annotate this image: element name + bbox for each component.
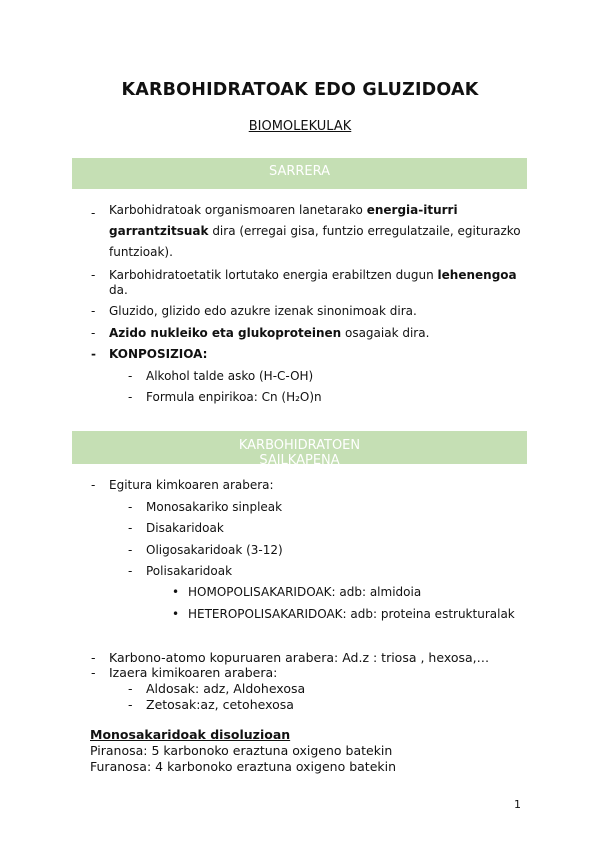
sub-list-item: Zetosak:az, cetohexosa: [146, 697, 294, 712]
bullet-dash: -: [91, 326, 96, 340]
sub-list-item: Disakaridoak: [146, 521, 224, 535]
list-item: Karbohidratoak organismoaren lanetarako energia-iturri garrantzitsuak dira (erregai gisa, funtzio erregulatzaile, egiturazko funtzioak).: [109, 203, 521, 259]
bullet-dash: -: [91, 304, 96, 318]
section-heading-sarrera: [72, 158, 527, 189]
list-item: KONPOSIZIOA:: [109, 347, 208, 361]
sub-list-item: Alkohol talde asko (H-C-OH): [146, 369, 314, 383]
bullet-dash: -: [91, 268, 96, 282]
bullet-dash: -: [128, 390, 133, 404]
sub-list-item: Formula enpirikoa: Cn (H₂O)n: [146, 390, 322, 404]
bullet-dash: -: [128, 369, 133, 383]
bullet-dash: -: [91, 650, 96, 665]
section-heading-text: SARRERA: [268, 164, 331, 179]
sub-list-item: Polisakaridoak: [146, 564, 233, 578]
bullet-dash: -: [91, 665, 96, 680]
sub-sub-list-item: HETEROPOLISAKARIDOAK: adb: proteina estrukturalak: [188, 607, 515, 621]
list-item: Izaera kimikoaren arabera:: [109, 665, 278, 680]
list-item: Karbono-atomo kopuruaren arabera: Ad.z : triosa , hexosa,…: [109, 650, 490, 665]
sub-list-item: Monosakariko sinpleak: [146, 500, 283, 514]
list-item: Karbohidratoetatik lortutako energia erabiltzen dugun lehenengoa da.: [109, 268, 517, 297]
bullet-dot: •: [172, 607, 180, 621]
sub-sub-list-item: HOMOPOLISAKARIDOAK: adb: almidoia: [188, 585, 422, 599]
bullet-dash: -: [91, 206, 96, 220]
sub-list-item: Aldosak: adz, Aldohexosa: [146, 681, 306, 696]
page-number: 1: [514, 798, 521, 811]
bullet-dash: -: [128, 521, 133, 535]
section-heading-sailkapena: [72, 431, 527, 464]
page-title: KARBOHIDRATOAK EDO GLUZIDOAK: [121, 80, 479, 100]
bullet-dash: -: [128, 681, 133, 696]
bullet-dash: -: [91, 478, 96, 492]
bullet-dash: -: [128, 543, 133, 557]
dissolution-line: Piranosa: 5 karbonoko eraztuna oxigeno batekin: [90, 743, 393, 758]
bullet-dash: -: [91, 347, 96, 361]
list-item: Egitura kimkoaren arabera:: [109, 478, 274, 492]
dissolution-line: Furanosa: 4 karbonoko eraztuna oxigeno batekin: [90, 759, 397, 774]
section-heading-line1: KARBOHIDRATOEN: [238, 438, 361, 453]
list-item: Gluzido, glizido edo azukre izenak sinonimoak dira.: [109, 304, 417, 318]
dissolution-heading: Monosakaridoak disoluzioan: [90, 727, 291, 742]
bullet-dash: -: [128, 564, 133, 578]
bullet-dot: •: [172, 585, 180, 599]
bullet-dash: -: [128, 697, 133, 712]
sub-list-item: Oligosakaridoak (3-12): [146, 543, 283, 557]
subtitle: BIOMOLEKULAK: [248, 119, 352, 134]
bullet-dash: -: [128, 500, 133, 514]
list-item: Azido nukleiko eta glukoproteinen osagaiak dira.: [109, 326, 430, 340]
section-heading-line2: SAILKAPENA: [259, 453, 340, 464]
